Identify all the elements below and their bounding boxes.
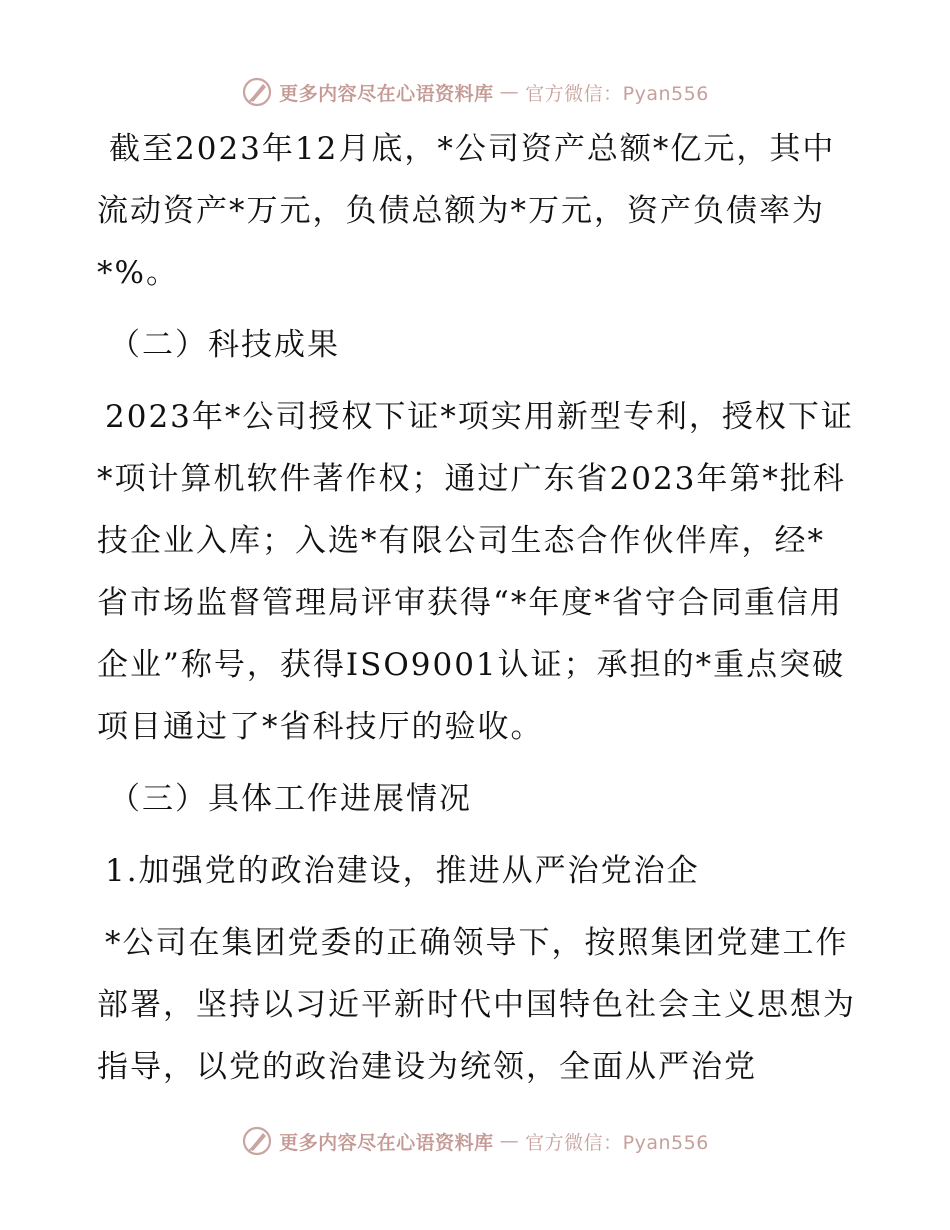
watermark-separator: — [499, 81, 520, 103]
quill-pen-logo-icon [241, 1125, 273, 1157]
watermark-contact-text: 官方微信：Pyan556 [525, 82, 709, 105]
heading-work-progress: （三）具体工作进展情况 [109, 781, 472, 817]
quill-pen-logo-icon [241, 76, 273, 108]
paragraph-tech-achievements: 2023年*公司授权下证*项实用新型专利，授权下证*项计算机软件著作权；通过广东省2023年第*批科技企业入库；入选*有限公司生态合作伙伴库，经*省市场监督管理局评审获得“*年度*省守合同重信用企业”称号，获得ISO9001认证；承担的*重点突破项目通过了*省科技厅的验收。 [97, 399, 854, 745]
watermark-main-text: 更多内容尽在心语资料库 [279, 82, 494, 105]
document-body [97, 118, 857, 1098]
paragraph-assets: 截至2023年12月底，*公司资产总额*亿元，其中流动资产*万元，负债总额为*万元，资产负债率为*%。 [97, 131, 836, 291]
watermark-contact-text: 官方微信：Pyan556 [525, 1131, 709, 1154]
heading-tech-achievements: （二）科技成果 [109, 327, 340, 363]
header-watermark [0, 72, 950, 112]
subheading-party-building: 1.加强党的政治建设，推进从严治党治企 [105, 853, 700, 889]
paragraph-party-building: *公司在集团党委的正确领导下，按照集团党建工作部署，坚持以习近平新时代中国特色社会主义思想为指导，以党的政治建设为统领，全面从严治党 [97, 925, 856, 1085]
watermark-separator: — [499, 1130, 520, 1152]
watermark-main-text: 更多内容尽在心语资料库 [279, 1131, 494, 1154]
footer-watermark [0, 1121, 950, 1161]
